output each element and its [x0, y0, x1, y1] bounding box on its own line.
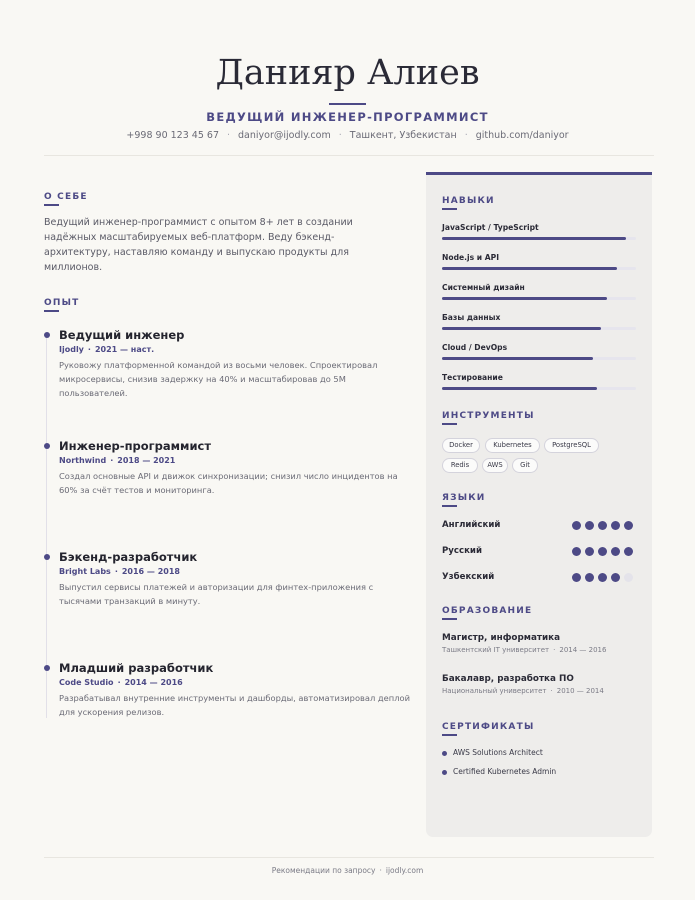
certificates-heading-rule: [442, 734, 457, 736]
education-period: 2014 — 2016: [559, 646, 607, 654]
job-period: 2018 — 2021: [117, 456, 176, 465]
experience-heading: ОПЫТ: [44, 298, 80, 308]
education-school: Ташкентский IT университет: [442, 646, 550, 654]
job-company: Ijodly: [59, 345, 84, 354]
language-level-dot: [624, 573, 633, 582]
resume-header: [0, 0, 695, 156]
language-level-dot: [585, 521, 594, 530]
bullet-icon: [442, 770, 447, 775]
footer-site-link[interactable]: ijodly.com: [385, 866, 424, 875]
job-description: Создал основные API и движок синхронизации; снизил число инцидентов на 60% за счёт тестов и мониторинга.: [59, 471, 398, 495]
language-level-dot: [585, 573, 594, 582]
person-name: Данияр Алиев: [215, 53, 480, 93]
about-text: Ведущий инженер-программист с опытом 8+ лет в создании надёжных масштабируемых веб-платформ. Веду бэкенд-архитектуру, наставляю команду и выпускаю продукты для миллионов.: [44, 217, 353, 273]
language-item: [442, 572, 642, 586]
language-level-dot: [572, 573, 581, 582]
meta-separator: ·: [110, 456, 114, 465]
language-level-dot: [598, 547, 607, 556]
footer-text: Рекомендации по запросу: [271, 866, 376, 875]
job-role: Ведущий инженер: [59, 328, 185, 342]
sidebar-accent-bar: [426, 172, 652, 175]
skill-label: Cloud / DevOps: [442, 343, 508, 352]
education-period: 2010 — 2014: [556, 687, 604, 695]
skill-bar-track: [442, 357, 636, 360]
skill-bar-fill: [442, 237, 626, 240]
meta-separator: ·: [87, 345, 91, 354]
education-heading-rule: [442, 618, 457, 620]
tool-tag: Redis: [442, 458, 478, 473]
tool-tag: AWS: [482, 458, 508, 473]
language-level-dot: [611, 573, 620, 582]
language-level-dot: [572, 547, 581, 556]
job-role: Младший разработчик: [59, 661, 214, 675]
tool-tag: Kubernetes: [485, 438, 540, 453]
experience-heading-rule: [44, 310, 59, 312]
skill-bar-fill: [442, 327, 601, 330]
job-role: Бэкенд-разработчик: [59, 550, 198, 564]
language-level-dot: [611, 521, 620, 530]
job-meta: [59, 567, 180, 576]
skill-label: Системный дизайн: [442, 283, 525, 292]
tool-tag: Docker: [442, 438, 480, 453]
job-company: Northwind: [59, 456, 107, 465]
meta-separator: ·: [553, 646, 556, 654]
languages-heading-rule: [442, 505, 457, 507]
footer-separator: ·: [379, 866, 382, 875]
language-item: [442, 520, 642, 534]
contact-phone: +998 90 123 45 67: [126, 130, 219, 141]
skill-bar-fill: [442, 267, 617, 270]
job-description: Выпустил сервисы платежей и авторизации для финтех-приложения с тысячами транзакций в минуту.: [59, 582, 374, 606]
header-divider: [44, 155, 654, 156]
sidebar-panel: [426, 172, 652, 837]
education-entry: [442, 674, 642, 695]
skill-bar-track: [442, 327, 636, 330]
languages-heading: ЯЗЫКИ: [442, 493, 486, 503]
language-level-dot: [624, 547, 633, 556]
timeline-dot: [44, 443, 50, 449]
timeline-dot: [44, 554, 50, 560]
education-meta: [442, 646, 642, 654]
language-level-dot: [572, 521, 581, 530]
job-period: 2021 — наст.: [94, 345, 155, 354]
bullet-icon: [442, 751, 447, 756]
language-level-dot: [598, 521, 607, 530]
skill-label: Базы данных: [442, 313, 501, 322]
language-level-dot: [624, 521, 633, 530]
timeline-dot: [44, 332, 50, 338]
language-label: Русский: [442, 546, 482, 556]
job-period: 2014 — 2016: [124, 678, 183, 687]
job-role: Инженер-программист: [59, 439, 211, 453]
language-level-dot: [585, 547, 594, 556]
job-meta: [59, 345, 154, 354]
education-entry: [442, 633, 642, 654]
job-description: Разрабатывал внутренние инструменты и дашборды, автоматизировал деплой для ускорения релизов.: [59, 693, 410, 717]
contact-separator: ·: [227, 130, 231, 141]
language-label: Английский: [442, 520, 501, 530]
job-description: Руковожу платформенной командой из восьми человек. Спроектировал микросервисы, снизив задержку на 40% и масштабировав до 5М пользователей.: [59, 360, 378, 398]
job-meta: [59, 678, 183, 687]
skill-bar-fill: [442, 297, 607, 300]
skill-label: JavaScript / TypeScript: [442, 223, 539, 232]
skill-label: Тестирование: [442, 373, 503, 382]
skill-bar-track: [442, 387, 636, 390]
about-heading-rule: [44, 204, 59, 206]
contact-website[interactable]: github.com/daniyor: [475, 130, 569, 141]
language-label: Узбекский: [442, 572, 495, 582]
tool-tag: Git: [512, 458, 538, 473]
contact-separator: ·: [464, 130, 468, 141]
experience-timeline: [46, 336, 47, 718]
meta-separator: ·: [117, 678, 121, 687]
footer: [0, 866, 695, 875]
job-company: Bright Labs: [59, 567, 111, 576]
language-level-dot: [611, 547, 620, 556]
certificate-name: Certified Kubernetes Admin: [453, 767, 557, 776]
skills-heading: НАВЫКИ: [442, 196, 495, 206]
tools-heading: ИНСТРУМЕНТЫ: [442, 411, 535, 421]
skill-bar-fill: [442, 387, 597, 390]
meta-separator: ·: [550, 687, 553, 695]
education-degree: Магистр, информатика: [442, 633, 561, 643]
language-item: [442, 546, 642, 560]
job-meta: [59, 456, 175, 465]
education-heading: ОБРАЗОВАНИЕ: [442, 606, 533, 616]
title-divider: [329, 103, 366, 105]
tool-tag: PostgreSQL: [544, 438, 599, 453]
skill-bar-track: [442, 267, 636, 270]
about-heading: О СЕБЕ: [44, 192, 88, 202]
contact-email[interactable]: daniyor@ijodly.com: [238, 130, 331, 141]
certificates-heading: СЕРТИФИКАТЫ: [442, 722, 535, 732]
job-title: ВЕДУЩИЙ ИНЖЕНЕР-ПРОГРАММИСТ: [206, 110, 489, 124]
job-company: Code Studio: [59, 678, 114, 687]
footer-divider: [44, 857, 654, 858]
tools-heading-rule: [442, 423, 457, 425]
education-meta: [442, 687, 642, 695]
skill-bar-track: [442, 297, 636, 300]
skill-bar-track: [442, 237, 636, 240]
meta-separator: ·: [114, 567, 118, 576]
skill-label: Node.js и API: [442, 253, 500, 262]
skills-heading-rule: [442, 208, 457, 210]
language-level-dot: [598, 573, 607, 582]
contact-location: Ташкент, Узбекистан: [349, 130, 457, 141]
education-degree: Бакалавр, разработка ПО: [442, 674, 574, 684]
contact-separator: ·: [338, 130, 342, 141]
education-school: Национальный университет: [442, 687, 547, 695]
skill-bar-fill: [442, 357, 593, 360]
job-period: 2016 — 2018: [121, 567, 180, 576]
timeline-dot: [44, 665, 50, 671]
contact-line: [0, 130, 695, 141]
certificate-name: AWS Solutions Architect: [453, 748, 543, 757]
